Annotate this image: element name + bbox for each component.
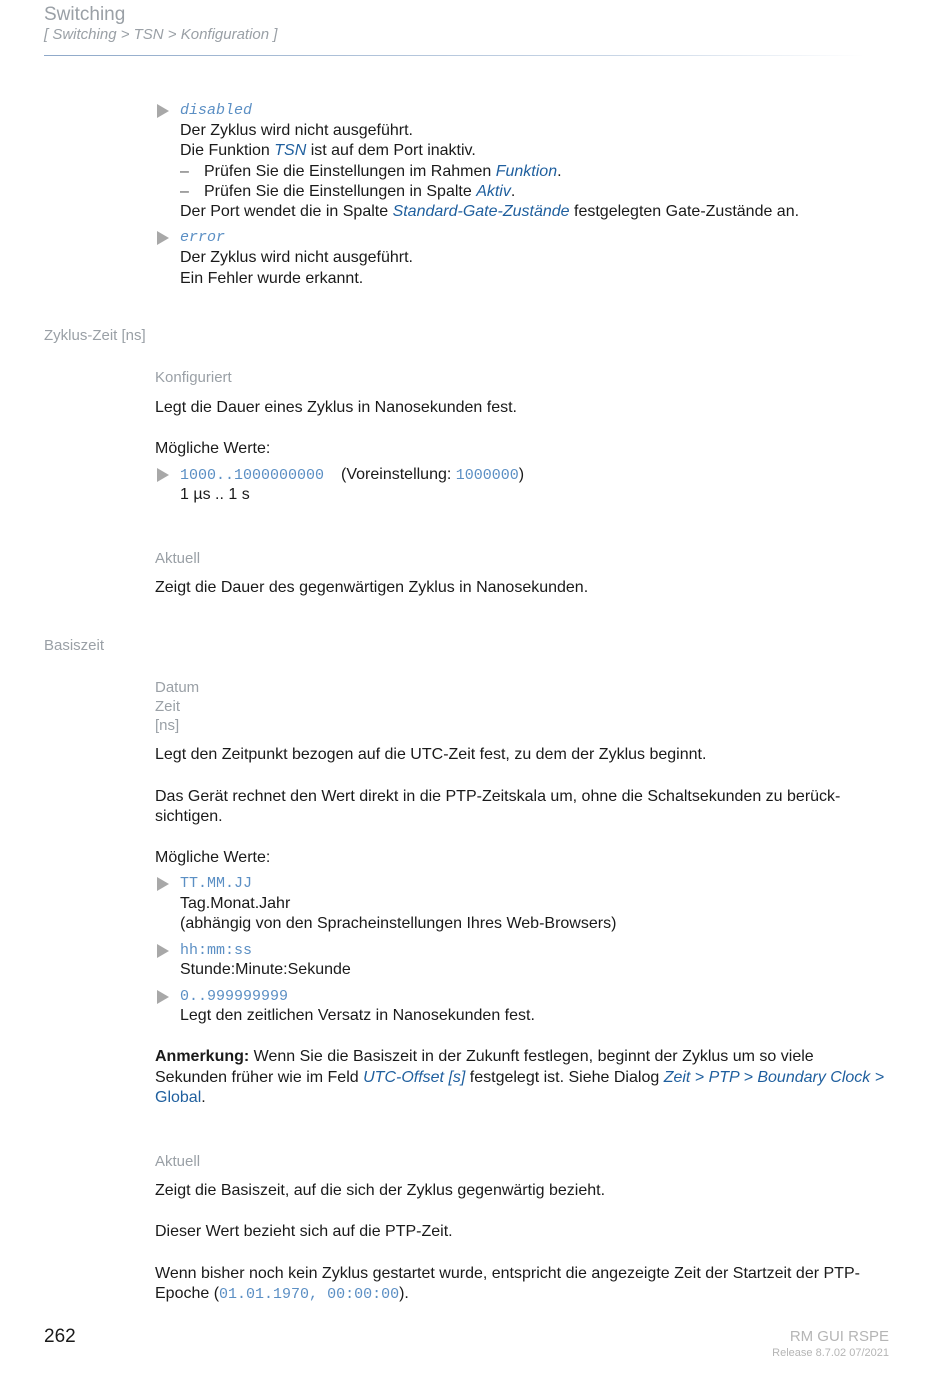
- value-date-note: (abhängig von den Spracheinstellungen Ihres Web-Browsers): [180, 915, 617, 932]
- link-tsn[interactable]: TSN: [274, 142, 307, 159]
- moegliche-werte-label: Mögliche Werte:: [155, 849, 271, 866]
- value-range-desc: 1 µs .. 1 s: [180, 486, 250, 503]
- value-date-format: TT.MM.JJ: [180, 875, 253, 892]
- bullet-triangle-icon: [157, 104, 169, 118]
- dash-bullet: –: [180, 183, 189, 200]
- aktuell-basiszeit-desc-3b: Epoche (01.01.1970, 00:00:00).: [155, 1285, 409, 1303]
- sub-heading-ns: [ns]: [155, 717, 180, 734]
- link-aktiv[interactable]: Aktiv: [476, 183, 511, 200]
- basiszeit-desc-2a: Das Gerät rechnet den Wert direkt in die PTP-Zeitskala um, ohne die Schaltsekunden zu berück-: [155, 788, 841, 805]
- bullet-triangle-icon: [157, 877, 169, 891]
- value-range: 1000..1000000000 (Voreinstellung: 1000000): [180, 466, 525, 484]
- basiszeit-desc-2b: sichtigen.: [155, 808, 223, 825]
- bullet-triangle-icon: [157, 944, 169, 958]
- sub-heading-zeit: Zeit: [155, 698, 181, 715]
- error-desc-2: Ein Fehler wurde erkannt.: [180, 270, 364, 287]
- link-zeit-ptp-boundary-clock[interactable]: Zeit > PTP > Boundary Clock >: [663, 1069, 885, 1086]
- sub-heading-konfiguriert: Konfiguriert: [155, 369, 232, 386]
- disabled-desc-3: Der Port wendet die in Spalte Standard-Gate-Zustände festgelegten Gate-Zustände an.: [180, 203, 800, 220]
- page-header-title: Switching: [44, 4, 126, 25]
- value-time-desc: Stunde:Minute:Sekunde: [180, 961, 351, 978]
- value-ns-desc: Legt den zeitlichen Versatz in Nanosekunden fest.: [180, 1007, 535, 1024]
- sub-heading-aktuell: Aktuell: [155, 1153, 201, 1170]
- dash-bullet: –: [180, 163, 189, 180]
- disabled-dash-1: Prüfen Sie die Einstellungen im Rahmen Funktion.: [204, 163, 562, 180]
- error-desc-1: Der Zyklus wird nicht ausgeführt.: [180, 249, 413, 266]
- disabled-desc-1: Der Zyklus wird nicht ausgeführt.: [180, 122, 413, 139]
- link-funktion[interactable]: Funktion: [495, 163, 558, 180]
- value-time-format: hh:mm:ss: [180, 942, 253, 959]
- value-date-desc: Tag.Monat.Jahr: [180, 895, 291, 912]
- aktuell-desc: Zeigt die Dauer des gegenwärtigen Zyklus in Nanosekunden.: [155, 579, 589, 596]
- sub-heading-aktuell: Aktuell: [155, 550, 201, 567]
- term-disabled: disabled: [180, 102, 253, 119]
- footer-doc-title: RM GUI RSPE: [789, 1328, 889, 1345]
- bullet-triangle-icon: [157, 990, 169, 1004]
- note-line-3: Global.: [155, 1089, 206, 1106]
- basiszeit-desc-1: Legt den Zeitpunkt bezogen auf die UTC-Zeit fest, zu dem der Zyklus beginnt.: [155, 746, 707, 763]
- term-error: error: [180, 229, 226, 246]
- link-global[interactable]: Global: [155, 1089, 202, 1106]
- section-heading-zykluszeit: Zyklus-Zeit [ns]: [44, 327, 146, 344]
- page-number: 262: [44, 1326, 76, 1347]
- section-heading-basiszeit: Basiszeit: [44, 637, 105, 654]
- footer-release: Release 8.7.02 07/2021: [772, 1347, 889, 1359]
- breadcrumb: [ Switching > TSN > Konfiguration ]: [44, 26, 278, 43]
- aktuell-basiszeit-desc-3a: Wenn bisher noch kein Zyklus gestartet wurde, entspricht die angezeigte Zeit der Startzeit der PTP-: [155, 1265, 860, 1282]
- disabled-dash-2: Prüfen Sie die Einstellungen in Spalte Aktiv.: [204, 183, 516, 200]
- sub-heading-datum: Datum: [155, 679, 200, 696]
- link-utc-offset[interactable]: UTC-Offset [s]: [363, 1069, 466, 1086]
- bullet-triangle-icon: [157, 231, 169, 245]
- link-standard-gate-zustaende[interactable]: Standard-Gate-Zustände: [392, 203, 570, 220]
- header-divider: [44, 55, 864, 56]
- aktuell-basiszeit-desc-2: Dieser Wert bezieht sich auf die PTP-Zeit.: [155, 1223, 453, 1240]
- moegliche-werte-label: Mögliche Werte:: [155, 440, 271, 457]
- konfiguriert-desc: Legt die Dauer eines Zyklus in Nanosekunden fest.: [155, 399, 517, 416]
- note-line-1: Anmerkung: Wenn Sie die Basiszeit in der Zukunft festlegen, beginnt der Zyklus um so viele: [155, 1048, 814, 1065]
- aktuell-basiszeit-desc-1: Zeigt die Basiszeit, auf die sich der Zyklus gegenwärtig bezieht.: [155, 1182, 606, 1199]
- disabled-desc-2: Die Funktion TSN ist auf dem Port inaktiv.: [180, 142, 476, 159]
- value-ns-range: 0..999999999: [180, 988, 289, 1005]
- note-line-2: Sekunden früher wie im Feld UTC-Offset [s] festgelegt ist. Siehe Dialog Zeit > PTP > Boundary Clock >: [155, 1069, 885, 1086]
- bullet-triangle-icon: [157, 468, 169, 482]
